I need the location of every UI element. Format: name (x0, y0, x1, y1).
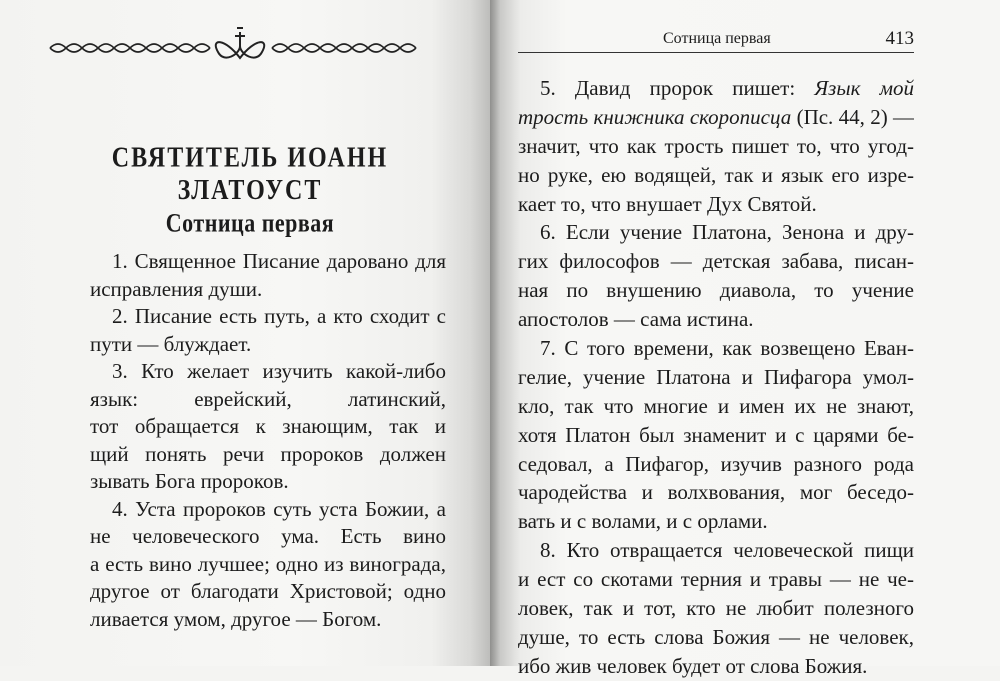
left-page (0, 0, 490, 666)
text-line: а есть вино лучшее; одно из винограда, (90, 551, 446, 576)
text-line: пути — блуждает. (90, 331, 252, 356)
text-segment: (Пс. 44, 2) — (791, 104, 914, 129)
italic-quote: трость книжника скорописца (518, 104, 792, 129)
text-line: ная по внушению диавола, то учение (518, 278, 914, 303)
section-subtitle: Сотница первая (165, 207, 335, 238)
text-line: 1. Священное Писание даровано для (112, 249, 446, 273)
text-line: тот обращается к знающим, так и (90, 414, 446, 438)
text-line (518, 74, 914, 103)
italic-quote: Язык мой (814, 76, 914, 100)
text-line: седовал, а Пифагор, изучив разного рода (518, 451, 914, 476)
right-page-text (518, 74, 914, 681)
text-line: не человеческого ума. Есть вино (90, 524, 446, 548)
text-line: вать и с волами, и с орлами. (518, 509, 768, 534)
text-line: гелие, учение Платона и Пифагора умол- (518, 364, 914, 389)
text-line (518, 103, 914, 132)
author-title: СВЯТИТЕЛЬ ИОАНН ЗЛАТОУСТ (111, 142, 389, 207)
text-line: 3. Кто желает изучить какой-либо (112, 359, 446, 383)
text-line: гих философов — детская забава, писан- (518, 249, 914, 274)
text-line: ибо жив человек будет от слова Божия. (518, 653, 868, 678)
text-line: ливается умом, другое — Богом. (90, 606, 382, 631)
text-line: 7. С того времени, как возвещено Еван- (540, 336, 914, 361)
text-segment: 5. Давид пророк пишет: (540, 76, 815, 100)
left-page-text (90, 248, 446, 633)
text-line: апостолов — сама истина. (518, 307, 754, 332)
text-line: 4. Уста пророков суть уста Божии, а (112, 496, 446, 521)
text-line: хотя Платон был знаменит и с царями бе- (518, 422, 914, 447)
text-line: и ест со скотами терния и травы — не че- (518, 567, 914, 592)
text-line: ловек, так и тот, кто не любит полезного (518, 596, 914, 621)
text-line: 8. Кто отвращается человеческой пищи (540, 538, 914, 563)
text-line: но руке, ею водящей, так и язык его изре- (518, 162, 914, 187)
text-line: кает то, что внушает Дух Святой. (518, 191, 817, 216)
text-line: душе, то есть слова Божия — не человек, (518, 624, 914, 649)
text-line: 6. Если учение Платона, Зенона и дру- (540, 220, 914, 245)
text-line: значит, что как трость пишет то, что угод- (518, 133, 914, 158)
text-line: исправления души. (90, 276, 263, 301)
running-header-title: Сотница первая (663, 30, 771, 47)
text-line: 2. Писание есть путь, а кто сходит с (112, 304, 446, 328)
text-line: язык: еврейский, латинский, (90, 386, 446, 411)
text-line: зывать Бога пророков. (90, 469, 289, 493)
ornament-headpiece-icon (40, 18, 440, 68)
text-line: чародейства и волхвования, мог беседо- (518, 480, 914, 505)
running-header (518, 26, 914, 53)
text-line: другое от благодати Христовой; одно (90, 579, 446, 603)
text-line: щий понять речи пророков должен (90, 441, 446, 466)
page-number: 413 (885, 28, 914, 49)
text-line: кло, так что многие и имен их не знают, (518, 393, 914, 418)
